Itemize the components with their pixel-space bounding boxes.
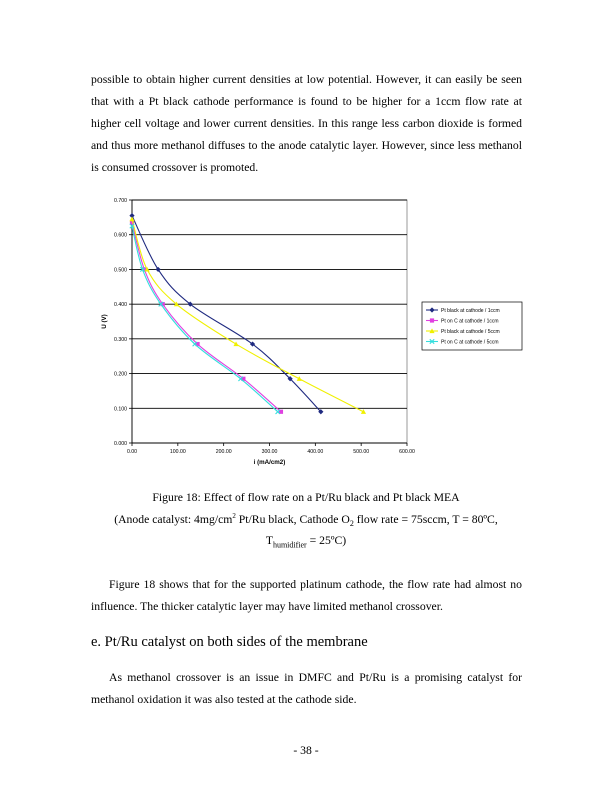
y-tick-label: 0.000 [114,441,127,447]
legend-swatch-marker [430,318,434,322]
y-tick-label: 0.100 [114,406,127,413]
x-axis-label: i (mA/cm2) [253,459,286,466]
figure-caption-humidifier [0,534,612,549]
chart-svg [94,190,524,480]
y-tick-label: 0.400 [114,302,127,309]
caption-text-a: (Anode catalyst: 4mg/cm [114,512,233,526]
legend-entry: Pt black at cathode / 5ccm [441,328,500,335]
legend-entry: Pt on C at cathode / 5ccm [441,339,499,346]
x-tick-label: 500.00 [353,449,370,455]
y-tick-label: 0.600 [114,232,127,239]
y-tick-label: 0.700 [114,198,127,204]
section-paragraph: As methanol crossover is an issue in DMFC and Pt/Ru is a promising catalyst for methanol oxidation it was also tested at the cathode side. [91,671,522,706]
y-tick-label: 0.200 [114,371,127,378]
y-tick-label: 0.500 [114,267,127,274]
x-tick-label: 600.00 [399,449,415,455]
discussion-paragraph: Figure 18 shows that for the supported platinum cathode, the flow rate had almost no influence. The thicker catalytic layer may have limited methanol crossover. [91,578,522,613]
figure-caption-title: Figure 18: Effect of flow rate on a Pt/Ru black and Pt black MEA [152,491,460,504]
x-tick-label: 200.00 [215,449,232,455]
caption-subscript: 2 [349,519,354,529]
page-number: - 38 - [293,744,319,757]
caption-t-symbol: T [265,534,273,547]
y-tick-label: 0.300 [114,336,127,343]
x-tick-label: 100.00 [169,449,186,455]
x-tick-label: 400.00 [307,449,324,455]
x-tick-label: 0.00 [126,449,138,455]
intro-paragraph: possible to obtain higher current densities at low potential. However, it can easily be seen that with a Pt black cathode performance is found to be higher for a 1ccm flow rate at higher cell voltage and lower current densities. In this range less carbon dioxide is formed and thus more methanol diffuses to the anode catalytic layer. However, since less methanol is consumed crossover is promoted. [91,73,522,174]
legend-entry: Pt on C at cathode / 1ccm [441,318,499,325]
section-heading: e. Pt/Ru catalyst on both sides of the membrane [91,634,368,650]
caption-text-b: Pt/Ru black, Cathode O [235,512,350,526]
caption-temperature: = 25ºC) [306,534,347,547]
legend-entry: Pt black at cathode / 1ccm [441,307,500,314]
caption-text-c: flow rate = 75sccm, T = 80ºC, [353,512,498,526]
caption-humidifier-subscript: humidifier [272,540,307,550]
x-tick-label: 300.00 [261,449,278,455]
y-axis-label: U (V) [101,314,108,329]
caption-superscript: 2 [232,512,236,520]
figure-caption-conditions [0,512,612,528]
figure-18-chart [94,190,524,480]
